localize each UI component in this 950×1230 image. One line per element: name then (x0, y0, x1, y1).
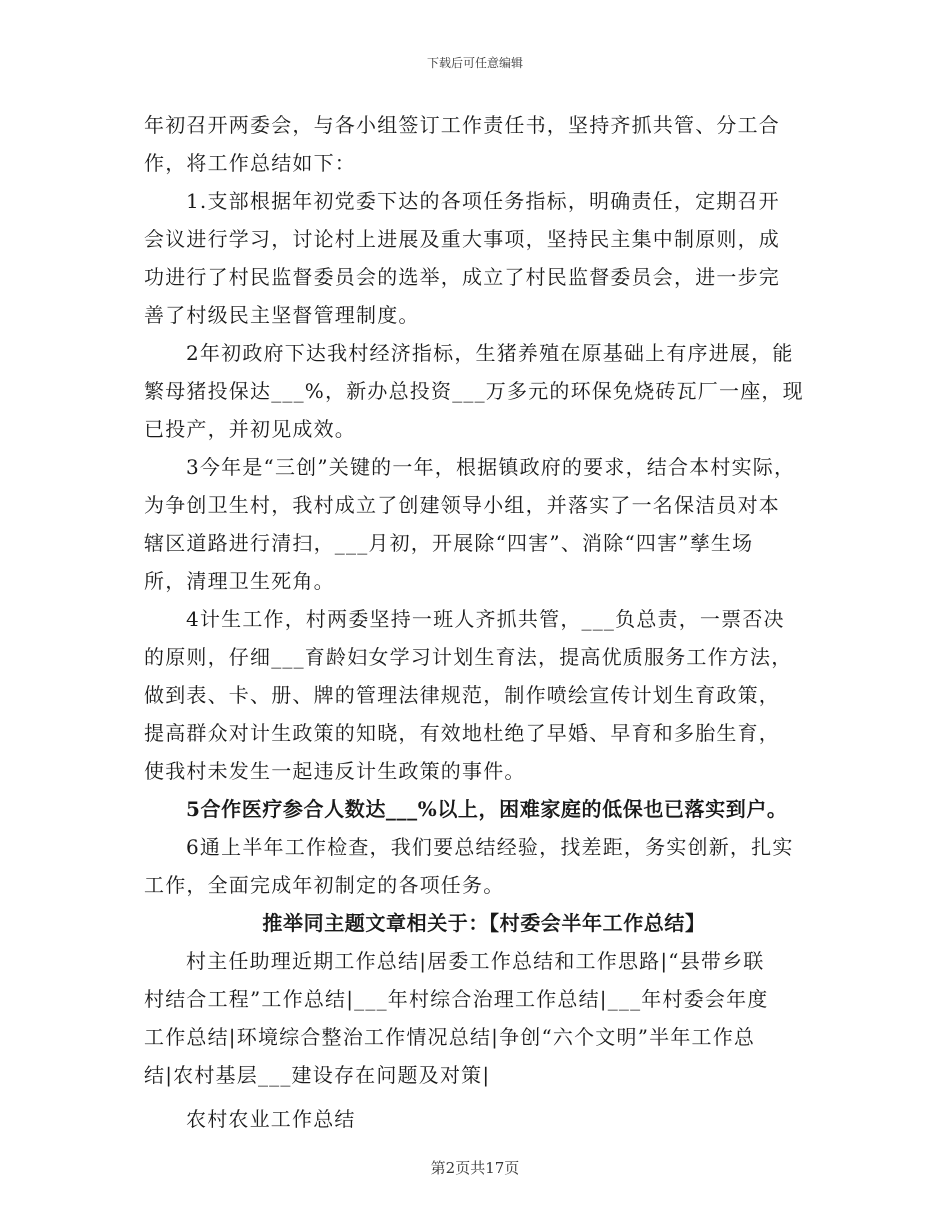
paragraph-line: 2年初政府下达我村经济指标，生猪养殖在原基础上有序进展，能 (186, 341, 794, 365)
page-header: 下载后可任意编辑 (426, 56, 523, 70)
paragraph-line: 作，将工作总结如下： (144, 151, 356, 175)
paragraph-line: 4计生工作，村两委坚持一班人齐抓共管，___负总责，一票否决 (186, 607, 785, 631)
paragraph-line: 6通上半年工作检查，我们要总结经验，找差距，务实创新，扎实 (186, 835, 794, 859)
paragraph-line: 已投产，并初见成效。 (144, 417, 356, 441)
page-footer: 第2页共17页 (430, 1159, 520, 1177)
paragraph-line: 3今年是“三创”关键的一年，根据镇政府的要求，结合本村实际， (186, 455, 796, 479)
paragraph-line: 工作，全面完成年初制定的各项任务。 (144, 873, 505, 897)
paragraph-line: 年初召开两委会，与各小组签订工作责任书，坚持齐抓共管、分工合 (144, 113, 780, 137)
paragraph-line: 所，清理卫生死角。 (144, 569, 335, 593)
paragraph-line: 辖区道路进行清扫，___月初，开展除“四害”、消除“四害”孳生场 (144, 531, 754, 555)
document-body (144, 106, 824, 1138)
paragraph-line: 1.支部根据年初党委下达的各项任务指标，明确责任，定期召开 (186, 189, 780, 213)
paragraph-line: 功进行了村民监督委员会的选举，成立了村民监督委员会，进一步完 (144, 265, 780, 289)
paragraph-line: 会议进行学习，讨论村上进展及重大事项，坚持民主集中制原则，成 (144, 227, 780, 251)
paragraph-line: 使我村未发生一起违反计生政策的事件。 (144, 759, 526, 783)
bold-paragraph-line: 5合作医疗参合人数达___%以上，困难家庭的低保也已落实到户。 (186, 797, 788, 821)
paragraph-line: 繁母猪投保达___%，新办总投资___万多元的环保免烧砖瓦厂一座，现 (144, 379, 804, 403)
paragraph-line: 做到表、卡、册、牌的管理法律规范，制作喷绘宣传计划生育政策， (144, 683, 780, 707)
related-articles-line: 农村农业工作总结 (186, 1107, 356, 1131)
paragraph-line: 的原则，仔细___育龄妇女学习计划生育法，提高优质服务工作方法， (144, 645, 793, 669)
related-articles-line: 工作总结|环境综合整治工作情况总结|争创“六个文明”半年工作总 (144, 1025, 756, 1049)
paragraph-line: 为争创卫生村，我村成立了创建领导小组，并落实了一名保洁员对本 (144, 493, 780, 517)
related-articles-line: 结|农村基层___建设存在问题及对策| (144, 1063, 491, 1087)
paragraph-line: 提高群众对计生政策的知晓，有效地杜绝了早婚、早育和多胎生育， (144, 721, 780, 745)
related-articles-heading: 推举同主题文章相关于：【村委会半年工作总结】 (262, 911, 706, 935)
related-articles-line: 村结合工程”工作总结|___年村综合治理工作总结|___年村委会年度 (144, 987, 769, 1011)
paragraph-line: 善了村级民主坚督管理制度。 (144, 303, 420, 327)
related-articles-line: 村主任助理近期工作总结|居委工作总结和工作思路|“县带乡联 (186, 949, 765, 973)
